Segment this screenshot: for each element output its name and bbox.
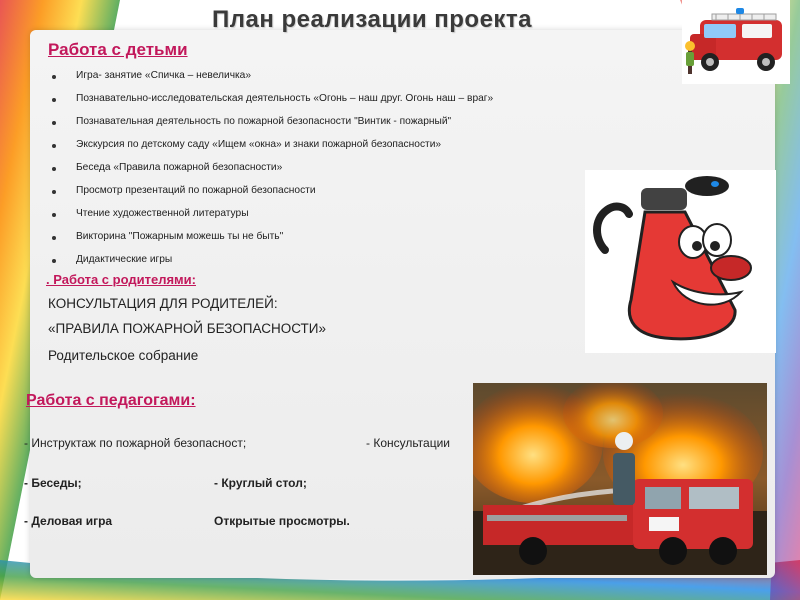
list-item [46, 160, 666, 183]
bullet-icon [52, 75, 56, 79]
list-item [46, 183, 666, 206]
fire-truck-cartoon-image [682, 0, 790, 84]
teachers-item-talks: - Беседы; [24, 476, 82, 490]
bullet-icon [52, 236, 56, 240]
list-item-text: Познавательно-исследовательская деятельность «Огонь – наш друг. Огонь наш – враг» [76, 93, 494, 104]
teachers-item-open-lessons: Открытые просмотры. [214, 514, 350, 528]
bullet-icon [52, 144, 56, 148]
list-item-text: Познавательная деятельность по пожарной безопасности "Винтик - пожарный" [76, 116, 452, 127]
list-item [46, 229, 666, 252]
bullet-icon [52, 98, 56, 102]
parents-consultation-topic: «ПРАВИЛА ПОЖАРНОЙ БЕЗОПАСНОСТИ» [48, 321, 326, 336]
list-item [46, 137, 666, 160]
firefighter-photo-icon [473, 383, 767, 575]
slide-title: План реализации проекта [212, 6, 533, 33]
list-item [46, 114, 666, 137]
bullet-icon [52, 121, 56, 125]
children-heading: Работа с детьми [48, 40, 188, 59]
firefighter-photo [473, 383, 767, 575]
bullet-icon [52, 213, 56, 217]
list-item-text: Беседа «Правила пожарной безопасности» [76, 162, 283, 173]
teachers-item-business-game: - Деловая игра [24, 514, 113, 528]
children-activity-list [46, 68, 666, 275]
list-item-text: Экскурсия по детскому саду «Ищем «окна» и знаки пожарной безопасности» [76, 139, 442, 150]
list-item-text: Чтение художественной литературы [76, 208, 249, 219]
list-item-text: Просмотр презентаций по пожарной безопасности [76, 185, 316, 196]
teachers-item-consultations: - Консультации [366, 436, 450, 450]
parents-meeting: Родительское собрание [48, 348, 199, 363]
parents-consultation-title: КОНСУЛЬТАЦИЯ ДЛЯ РОДИТЕЛЕЙ: [48, 296, 278, 311]
fire-extinguisher-cartoon-image [585, 170, 776, 353]
teachers-heading: Работа с педагогами: [26, 392, 196, 409]
fire-truck-icon [682, 0, 790, 84]
teachers-item-round-table: - Круглый стол; [214, 476, 307, 490]
list-item-text: Игра- занятие «Спичка – невеличка» [76, 70, 252, 81]
teachers-item-briefing: - Инструктаж по пожарной безопасност; [24, 436, 247, 450]
list-item-text: Викторина "Пожарным можешь ты не быть" [76, 231, 284, 242]
list-item [46, 91, 666, 114]
parents-heading: . Работа с родителями: [46, 272, 196, 287]
bullet-icon [52, 190, 56, 194]
bullet-icon [52, 259, 56, 263]
bullet-icon [52, 167, 56, 171]
list-item [46, 206, 666, 229]
list-item-text: Дидактические игры [76, 254, 173, 265]
list-item [46, 68, 666, 91]
fire-extinguisher-icon [585, 170, 776, 353]
